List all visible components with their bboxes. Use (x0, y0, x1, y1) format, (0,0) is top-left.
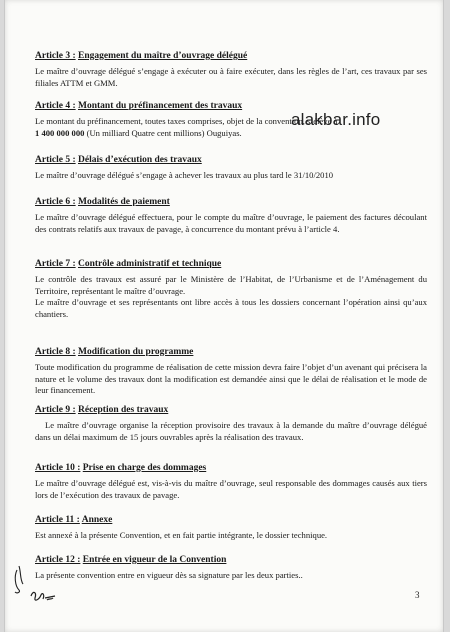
article-number: Article 12 : (35, 555, 81, 565)
article-heading (35, 346, 427, 358)
article-paragraph: Est annexé à la présente Convention, et en fait partie intégrante, le dossier technique. (35, 530, 328, 540)
article-heading (35, 196, 427, 208)
article-paragraph: Toute modification du programme de réalisation de cette mission devra faire l’objet d’un avenant qui précisera la nature et le volume des travaux dont la modification est demandée ainsi que le délai de réalisation et le mode de leur financement. (35, 362, 427, 395)
article-9 (35, 404, 427, 443)
article-heading (35, 258, 427, 270)
article-number: Article 7 : (35, 259, 76, 269)
article-title: Délais d’exécution des travaux (78, 155, 202, 165)
article-number: Article 6 : (35, 197, 76, 207)
article-heading (35, 50, 427, 62)
amount-value: 1 400 000 000 (35, 127, 85, 138)
article-10 (35, 462, 427, 501)
article-paragraph: Le maître d’ouvrage et ses représentants ont libre accès à tous les dossiers concernant l’opération ainsi qu’aux chantiers. (35, 297, 427, 319)
amount-words: (Un milliard Quatre cent millions) Ouguiyas. (86, 127, 242, 138)
page-number: 3 (415, 590, 420, 600)
article-title: Réception des travaux (78, 405, 169, 415)
article-paragraph: Le contrôle des travaux est assuré par le Ministère de l’Habitat, de l’Urbanisme et de l’Aménagement du Territoire, représentant le maître d’ouvrage. (35, 274, 427, 296)
article-heading (35, 154, 333, 166)
article-11 (35, 514, 327, 542)
article-number: Article 9 : (35, 405, 76, 415)
article-3 (35, 50, 427, 89)
article-title: Engagement du maître d’ouvrage délégué (78, 51, 248, 61)
article-8 (35, 346, 427, 397)
article-12 (35, 554, 303, 582)
article-number: Article 4 : (35, 101, 76, 111)
article-5 (35, 154, 333, 182)
article-heading (35, 404, 427, 416)
article-title: Annexe (81, 515, 113, 525)
handwritten-signature (11, 562, 71, 611)
article-number: Article 10 : (35, 463, 81, 473)
article-heading (35, 462, 427, 474)
article-7 (35, 258, 427, 320)
article-paragraph: Le maître d’ouvrage délégué s’engage à achever les travaux au plus tard le 31/10/2010 (35, 170, 334, 180)
article-number: Article 8 : (35, 347, 76, 357)
article-number: Article 11 : (35, 515, 80, 525)
article-paragraph: Le maître d’ouvrage délégué est, vis-à-vis du maître d’ouvrage, seul responsable des dommages causés aux tiers lors de l’exécution des travaux de pavage. (35, 478, 427, 500)
watermark-text: alakbar.info (291, 110, 381, 129)
article-paragraph: Le maître d’ouvrage délégué s’engage à exécuter ou à faire exécuter, dans les règles de l’art, ces travaux par ses filiales ATTM et GMM. (35, 66, 427, 88)
article-title: Modalités de paiement (78, 197, 170, 207)
article-heading (35, 514, 327, 526)
article-number: Article 5 : (35, 155, 76, 165)
article-paragraph: Le montant du préfinancement, toutes taxes comprises, objet de la convention, s’élève à (35, 116, 338, 126)
article-title: Montant du préfinancement des travaux (78, 101, 243, 111)
article-6 (35, 196, 427, 235)
article-paragraph: La présente convention entre en vigueur dès sa signature par les deux parties.. (35, 570, 303, 580)
article-number: Article 3 : (35, 51, 76, 61)
article-paragraph: Le maître d’ouvrage délégué effectuera, pour le compte du maître d’ouvrage, le paiement des factures découlant des contrats relatifs aux travaux de pavage, à concurrence du montant prévu à l’article 4. (35, 212, 427, 234)
article-title: Contrôle administratif et technique (78, 259, 222, 269)
article-heading (35, 554, 303, 566)
article-title: Modification du programme (78, 347, 194, 357)
article-paragraph: Le maître d’ouvrage organise la réception provisoire des travaux à la demande du maître d’ouvrage délégué dans un délai maximum de 15 jours ouvrables après la réalisation des travaux. (35, 420, 427, 442)
article-title: Prise en charge des dommages (82, 463, 207, 473)
document-page (4, 0, 444, 632)
article-title: Entrée en vigueur de la Convention (82, 555, 227, 565)
